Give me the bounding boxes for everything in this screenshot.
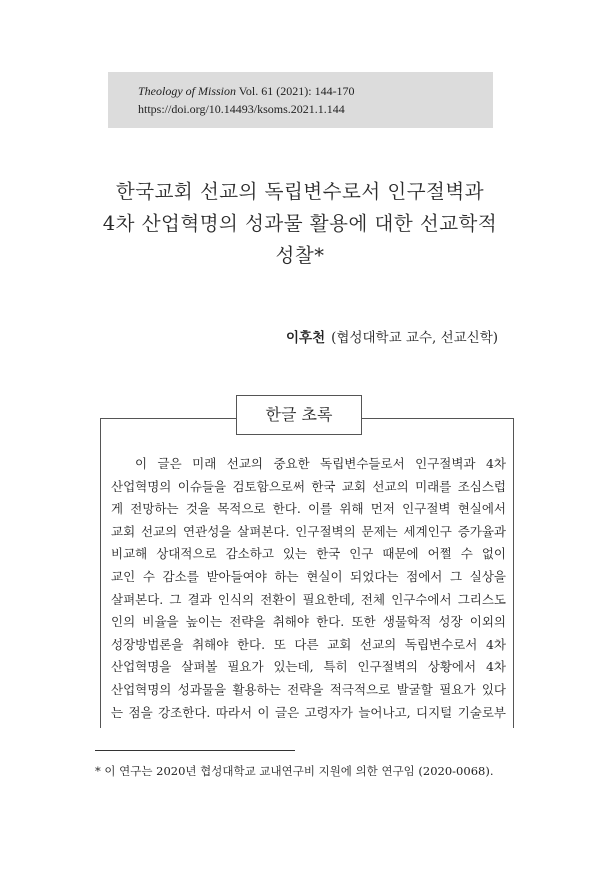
author-line bbox=[286, 326, 498, 346]
footnote: * 이 연구는 2020년 협성대학교 교내연구비 지원에 의한 연구임 (2020-0068). bbox=[95, 764, 494, 778]
abstract-line: 성장방법론을 취해야 한다. 또 다른 교회 선교의 독립변수로서 4차 bbox=[111, 636, 506, 652]
title-line: 성찰* bbox=[275, 244, 325, 267]
volume-pages: Vol. 61 (2021): 144-170 bbox=[236, 84, 355, 98]
abstract-line: 게 전망하는 것을 목적으로 한다. 이를 위해 먼저 인구절벽 현실에서 bbox=[111, 501, 506, 517]
abstract-line: 비교해 상대적으로 감소하고 있는 한국 인구 때문에 어쩔 수 없이 bbox=[111, 546, 506, 562]
abstract-line: 는 점을 강조한다. 따라서 이 글은 고령자가 늘어나고, 디지털 기술로부 bbox=[111, 704, 506, 720]
abstract-line: 산업혁명의 이슈들을 검토함으로써 한국 교회 선교의 미래를 조심스럽 bbox=[111, 478, 506, 494]
journal-citation-box bbox=[108, 72, 493, 128]
title-line: 4차 산업혁명의 성과물 활용에 대한 선교학적 bbox=[102, 212, 498, 235]
abstract-line: 살펴본다. 그 결과 인식의 전환이 필요한데, 전체 인구수에서 그리스도 bbox=[111, 591, 506, 607]
journal-name: Theology of Mission bbox=[138, 84, 236, 98]
abstract-line: 교인 수 감소를 받아들여야 하는 현실이 되었다는 점에서 그 실상을 bbox=[111, 568, 506, 584]
abstract-line: 교회 선교의 연관성을 살펴본다. 인구절벽의 문제는 세계인구 증가율과 bbox=[111, 523, 506, 539]
citation-line bbox=[138, 82, 493, 100]
abstract-heading: 한글 초록 bbox=[236, 395, 362, 435]
abstract-line: 이 글은 미래 선교의 중요한 독립변수들로서 인구절벽과 4차 bbox=[135, 456, 506, 471]
abstract-line: 인의 비율을 높이는 전략을 취해야 한다. 또한 생물학적 성장 이외의 bbox=[111, 614, 506, 630]
paper-title bbox=[60, 176, 540, 272]
title-line: 한국교회 선교의 독립변수로서 인구절벽과 bbox=[115, 180, 485, 203]
abstract-line: 산업혁명을 살펴볼 필요가 있는데, 특히 인구절벽의 상황에서 4차 bbox=[111, 659, 506, 675]
footnote-divider bbox=[95, 750, 295, 751]
abstract-line: 산업혁명의 성과물을 활용하는 전략을 적극적으로 발굴할 필요가 있다 bbox=[111, 681, 506, 697]
author-name: 이후천 bbox=[286, 330, 326, 346]
abstract-body bbox=[111, 453, 506, 724]
doi-link[interactable]: https://doi.org/10.14493/ksoms.2021.1.144 bbox=[138, 102, 345, 116]
author-affiliation: (협성대학교 교수, 선교신학) bbox=[331, 330, 498, 346]
